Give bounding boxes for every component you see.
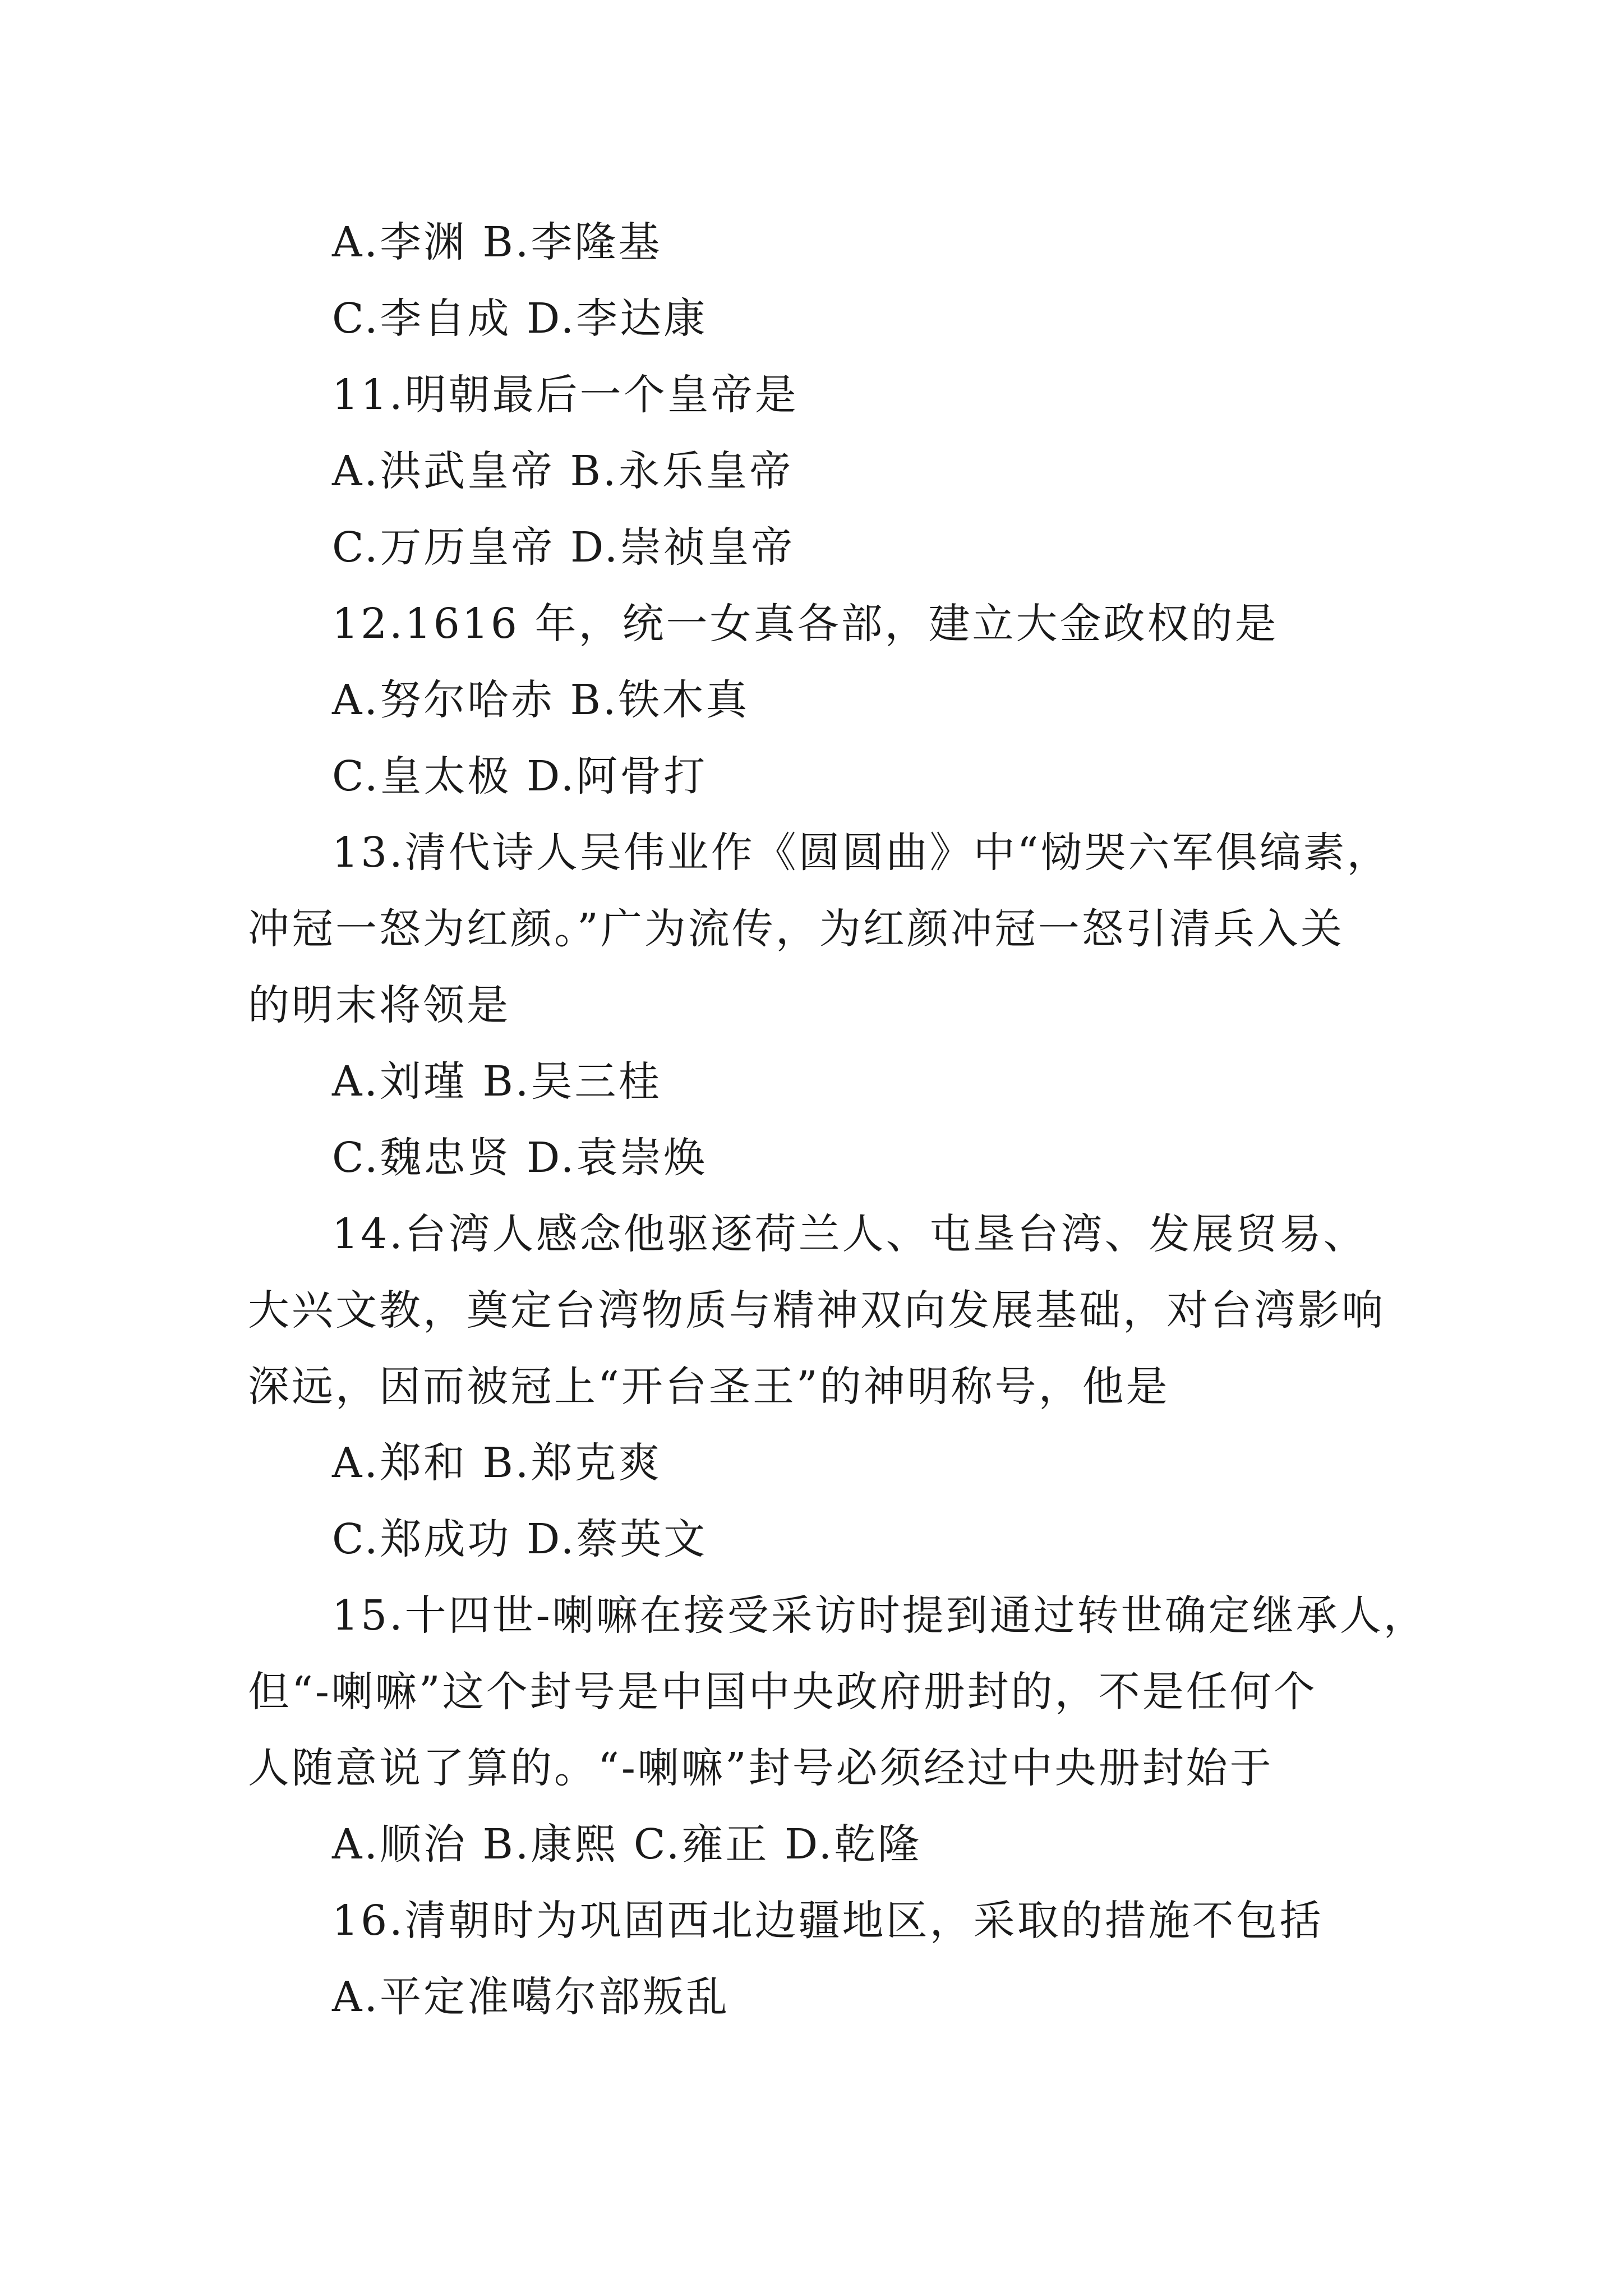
question-14-line-3: 深远，因而被冠上“开台圣王”的神明称号，他是 — [248, 1363, 1170, 1411]
option-line-11ab: A.洪武皇帝 B.永乐皇帝 — [332, 447, 794, 495]
option-line-13cd: C.魏忠贤 D.袁崇焕 — [332, 1134, 708, 1182]
option-line-12cd: C.皇太极 D.阿骨打 — [332, 752, 708, 800]
option-line-14cd: C.郑成功 D.蔡英文 — [332, 1515, 708, 1563]
question-15-line-2: 但“-喇嘛”这个封号是中国中央政府册封的，不是任何个 — [248, 1668, 1317, 1716]
question-14-line-1: 14.台湾人感念他驱逐荷兰人、屯垦台湾、发展贸易、 — [332, 1210, 1367, 1258]
option-line-16a: A.平定准噶尔部叛乱 — [332, 1973, 730, 2021]
question-15-line-1: 15.十四世-喇嘛在接受采访时提到通过转世确定继承人， — [332, 1591, 1427, 1640]
question-12: 12.1616 年，统一女真各部，建立大金政权的是 — [332, 600, 1279, 648]
option-line-11cd: C.万历皇帝 D.崇祯皇帝 — [332, 523, 795, 572]
option-line-12ab: A.努尔哈赤 B.铁木真 — [332, 676, 750, 724]
option-line-10cd: C.李自成 D.李达康 — [332, 295, 708, 343]
question-13-line-1: 13.清代诗人吴伟业作《圆圆曲》中“恸哭六军俱缟素， — [332, 829, 1391, 877]
question-15-line-3: 人随意说了算的。“-喇嘛”封号必须经过中央册封始于 — [248, 1744, 1274, 1792]
question-13-line-2: 冲冠一怒为红颜。”广为流传，为红颜冲冠一怒引清兵入关 — [248, 905, 1344, 953]
option-line-13ab: A.刘瑾 B.吴三桂 — [332, 1057, 662, 1106]
question-14-line-2: 大兴文教，奠定台湾物质与精神双向发展基础，对台湾影响 — [248, 1286, 1385, 1335]
question-16: 16.清朝时为巩固西北边疆地区，采取的措施不包括 — [332, 1897, 1324, 1945]
question-11: 11.明朝最后一个皇帝是 — [332, 371, 799, 419]
question-13-line-3: 的明末将领是 — [248, 981, 510, 1029]
option-line-14ab: A.郑和 B.郑克爽 — [332, 1439, 662, 1487]
option-line-10ab: A.李渊 B.李隆基 — [332, 218, 662, 266]
option-line-15: A.顺治 B.康熙 C.雍正 D.乾隆 — [332, 1820, 922, 1869]
